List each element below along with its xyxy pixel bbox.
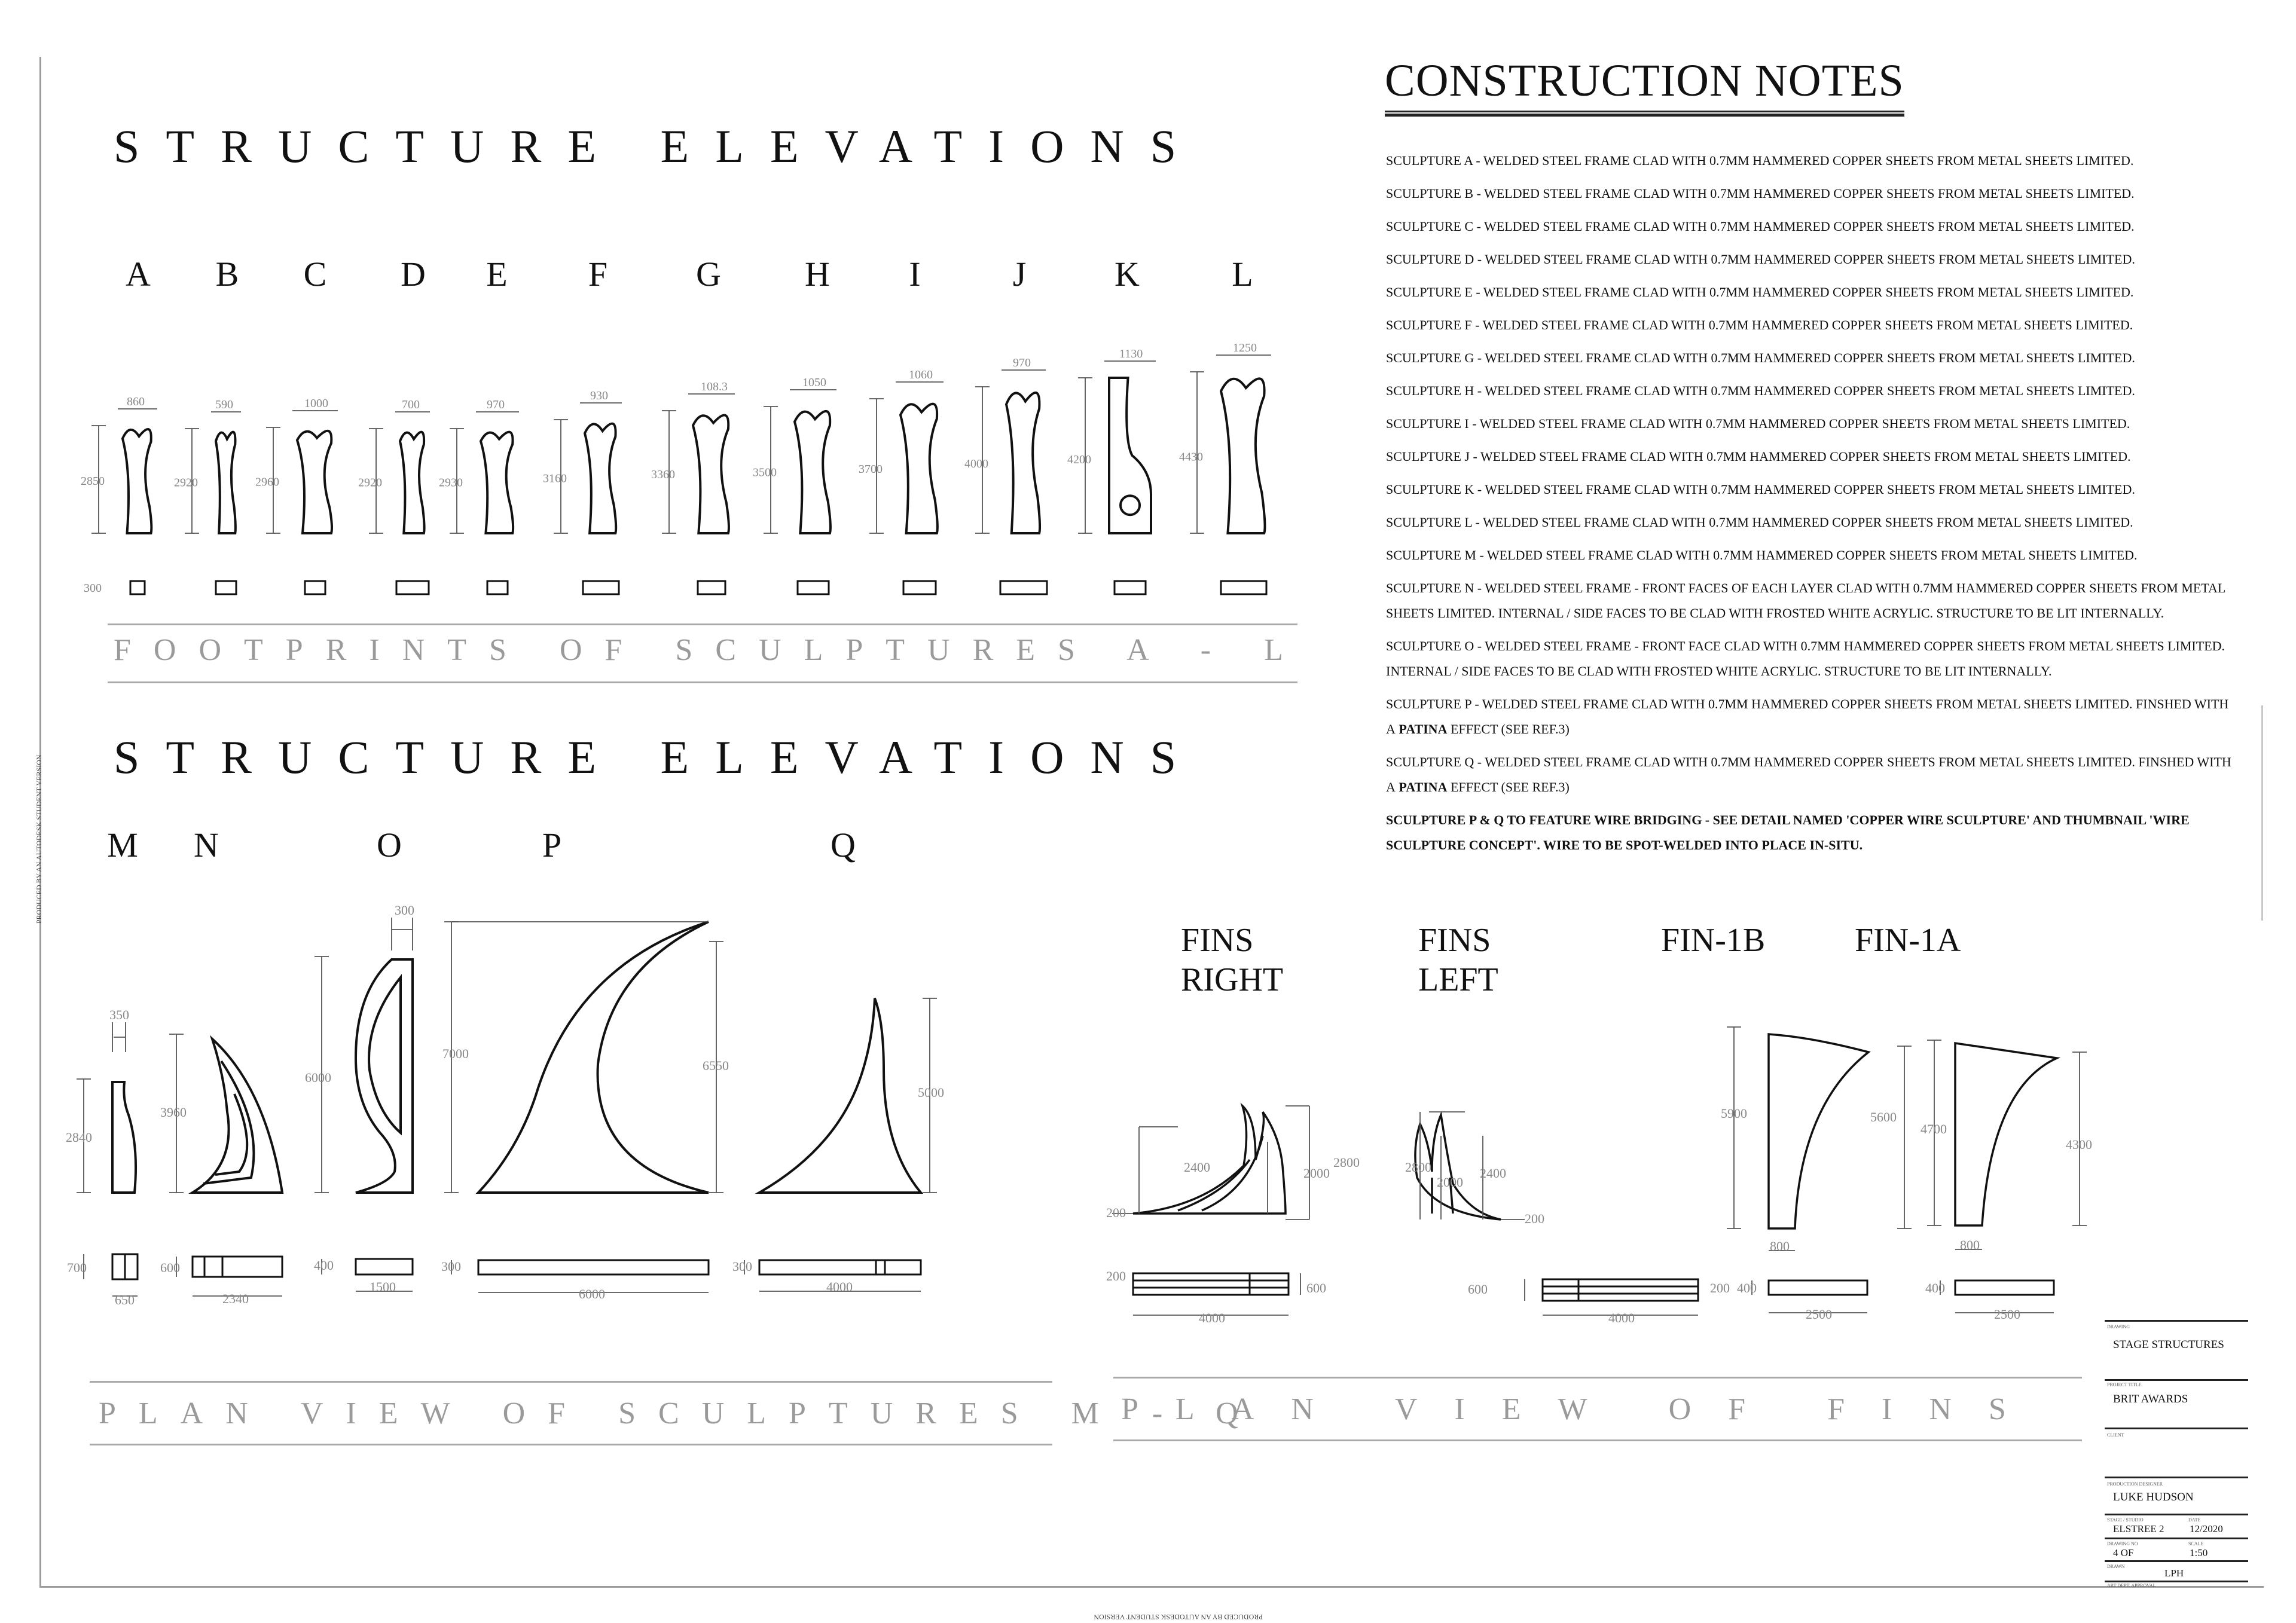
note-e: SCULPTURE E - WELDED STEEL FRAME CLAD WITH 0.7MM HAMMERED COPPER SHEETS FROM METAL SHEETS LIMITED.	[1386, 285, 2134, 299]
structure-elevations-title-mid: STRUCTURE ELEVATIONS	[114, 731, 1203, 783]
note-q	[1386, 750, 2235, 800]
title-block-drawing-no-cell	[2105, 1540, 2248, 1562]
note-o: SCULPTURE O - WELDED STEEL FRAME - FRONT FACE CLAD WITH 0.7MM HAMMERED COPPER SHEETS FROM METAL SHEETS LIMITED. INTERNAL / SIDE FACES TO BE CLAD WITH FROSTED WHITE ACRYLIC. STRUCTURE TO BE LIT INTERNALLY.	[1386, 638, 2225, 678]
note-f: SCULPTURE F - WELDED STEEL FRAME CLAD WITH 0.7MM HAMMERED COPPER SHEETS FROM METAL SHEETS LIMITED.	[1386, 317, 2133, 332]
dim-width-e: 970	[487, 398, 505, 411]
sculpture-q-outline	[759, 998, 921, 1193]
student-watermark-left: PRODUCED BY AN AUTODESK STUDENT VERSION	[35, 754, 43, 924]
sculpture-k-outline	[1109, 378, 1151, 533]
plan-fin-1a-dim-1: 2500	[1994, 1307, 2020, 1322]
dim-height-a: 2850	[81, 475, 105, 488]
sculpture-m-outline	[112, 1082, 136, 1193]
footprint-f	[583, 581, 619, 594]
dim-height-j: 4000	[964, 457, 988, 470]
construction-notes-list	[1386, 148, 2235, 866]
dim-width-a: 860	[127, 395, 145, 408]
drawing-frame-bottom	[39, 1586, 2264, 1588]
fin-1b-dim-2: 800	[1770, 1239, 1790, 1254]
sculpture-c-outline	[297, 431, 332, 533]
sculpture-h-outline	[795, 411, 831, 533]
fins-left-label-line2: LEFT	[1418, 961, 1498, 998]
sculpture-b-outline	[216, 432, 236, 533]
sculpture-n-outline	[193, 1039, 282, 1193]
plan-o-width: 1500	[370, 1279, 396, 1294]
tb-drawing-no-label: DRAWING NO	[2107, 1541, 2138, 1546]
construction-notes-title: CONSTRUCTION NOTES	[1385, 55, 1904, 117]
dim-o-width: 300	[395, 903, 414, 918]
fins-left-dim-3: 200	[1525, 1211, 1544, 1226]
dim-n-height: 3960	[160, 1105, 187, 1120]
tb-stage: ELSTREE 2	[2113, 1523, 2164, 1535]
footprint-b	[216, 581, 236, 594]
dim-width-f: 930	[590, 389, 608, 402]
plan-fins-left-dim-0: 600	[1468, 1282, 1488, 1297]
dim-p-height: 7000	[442, 1046, 469, 1061]
title-block-client-cell	[2105, 1430, 2248, 1478]
sculpture-a-outline	[123, 429, 151, 533]
dim-width-k: 1130	[1119, 347, 1143, 360]
dim-m-width: 350	[109, 1007, 129, 1022]
plan-fins-right-dim-1: 600	[1306, 1280, 1326, 1295]
footprint-a	[130, 581, 145, 594]
dim-height-e: 2930	[439, 476, 463, 490]
footprints-banner-rule-bottom	[108, 681, 1297, 683]
dim-width-j: 970	[1013, 356, 1031, 369]
plan-view-fins-banner: PLAN VIEW OF FINS	[1121, 1392, 2043, 1426]
dim-height-h: 3500	[753, 466, 777, 479]
fins-right-label-line1: FINS	[1181, 922, 1254, 959]
plan-p-width: 6000	[579, 1286, 605, 1301]
sculpture-letter-m: M	[107, 826, 138, 864]
fins-right-dim-3: 2800	[1333, 1155, 1360, 1170]
sculpture-p-outline	[478, 922, 709, 1193]
dim-height-i: 3700	[859, 462, 883, 476]
plan-mq-rule-bottom	[90, 1444, 1052, 1445]
tb-stage-label: STAGE / STUDIO	[2107, 1517, 2144, 1523]
plan-m-width: 650	[115, 1292, 135, 1307]
sculpture-l-outline	[1221, 378, 1265, 533]
tb-date-label: DATE	[2188, 1517, 2201, 1523]
sculpture-letter-d: D	[401, 255, 426, 294]
sculpture-letter-g: G	[696, 255, 721, 294]
plan-n-depth: 600	[160, 1260, 180, 1275]
plan-mq-rule-top	[90, 1381, 1052, 1383]
sculpture-d-outline	[400, 432, 425, 533]
tb-drawing-no: 4 OF	[2113, 1547, 2134, 1558]
fin-1a-dim-1: 4300	[2066, 1137, 2092, 1152]
title-block-designer-cell	[2105, 1479, 2248, 1515]
fin-1a-dim-2: 800	[1960, 1237, 1980, 1252]
fin-1a-label: FIN-1A	[1855, 922, 1961, 959]
note-h: SCULPTURE H - WELDED STEEL FRAME CLAD WITH 0.7MM HAMMERED COPPER SHEETS FROM METAL SHEETS LIMITED.	[1386, 383, 2135, 398]
footprint-g	[698, 581, 725, 594]
fins-right-dim-2: 2000	[1303, 1166, 1330, 1181]
dim-height-l: 4430	[1179, 450, 1203, 464]
dim-height-k: 4200	[1067, 453, 1091, 466]
sculpture-letter-k: K	[1115, 255, 1140, 294]
plan-fins-right-dim-0: 200	[1106, 1269, 1126, 1283]
fins-left-dim-1: 2000	[1437, 1175, 1463, 1190]
dim-height-c: 2960	[255, 475, 279, 489]
sculpture-k-emblem	[1120, 496, 1140, 515]
plan-view-mq-banner: PLAN VIEW OF SCULPTURES M - Q	[99, 1396, 1261, 1431]
sculpture-letter-q: Q	[831, 826, 856, 864]
note-p-patina: PATINA	[1399, 722, 1448, 736]
note-k: SCULPTURE K - WELDED STEEL FRAME CLAD WITH 0.7MM HAMMERED COPPER SHEETS FROM METAL SHEETS LIMITED.	[1386, 482, 2135, 497]
sculpture-f-outline	[585, 424, 616, 533]
plan-fin-1a-dim-0: 400	[1925, 1280, 1945, 1295]
note-q-text: SCULPTURE Q - WELDED STEEL FRAME CLAD WITH 0.7MM HAMMERED COPPER SHEETS FROM METAL SHEETS LIMITED. FINSHED WITH A	[1386, 754, 2231, 794]
plan-fins-left-dim-1: 200	[1710, 1280, 1730, 1295]
fins-right-dim-0: 200	[1106, 1205, 1126, 1220]
fin-1a-dim-0: 4700	[1921, 1121, 1947, 1136]
fins-right-label-line2: RIGHT	[1181, 961, 1284, 998]
title-block-drawing-cell	[2105, 1320, 2248, 1381]
tb-scale: 1:50	[2190, 1547, 2208, 1558]
sculpture-letter-a: A	[126, 255, 151, 294]
sculpture-j-outline	[1006, 393, 1040, 533]
dim-o-height: 6000	[305, 1070, 331, 1085]
dim-m-height: 2840	[66, 1130, 92, 1145]
dim-width-i: 1060	[909, 368, 933, 381]
note-l: SCULPTURE L - WELDED STEEL FRAME CLAD WITH 0.7MM HAMMERED COPPER SHEETS FROM METAL SHEETS LIMITED.	[1386, 515, 2133, 530]
plan-m-depth: 700	[67, 1260, 87, 1275]
tb-designer: LUKE HUDSON	[2113, 1491, 2194, 1503]
plan-fins-rule-bottom	[1113, 1439, 2082, 1441]
note-j: SCULPTURE J - WELDED STEEL FRAME CLAD WITH 0.7MM HAMMERED COPPER SHEETS FROM METAL SHEETS LIMITED.	[1386, 449, 2131, 464]
note-a: SCULPTURE A - WELDED STEEL FRAME CLAD WITH 0.7MM HAMMERED COPPER SHEETS FROM METAL SHEETS LIMITED.	[1386, 153, 2134, 168]
sculpture-letter-l: L	[1232, 255, 1253, 294]
dim-p-right: 6550	[703, 1058, 729, 1073]
fins-right-dim-1: 2400	[1184, 1160, 1210, 1175]
plan-fins-left-dim-2: 4000	[1608, 1310, 1635, 1325]
sculpture-e-outline	[481, 432, 513, 533]
footprint-l	[1221, 581, 1266, 594]
note-b: SCULPTURE B - WELDED STEEL FRAME CLAD WITH 0.7MM HAMMERED COPPER SHEETS FROM METAL SHEETS LIMITED.	[1386, 186, 2135, 201]
note-n: SCULPTURE N - WELDED STEEL FRAME - FRONT FACES OF EACH LAYER CLAD WITH 0.7MM HAMMERED COPPER SHEETS FROM METAL SHEETS LIMITED. INTERNAL / SIDE FACES TO BE CLAD WITH FROSTED WHITE ACRYLIC. STRUCTURE TO BE LIT INTERNALLY.	[1386, 580, 2225, 621]
footprint-h	[798, 581, 829, 594]
tb-designer-label: PRODUCTION DESIGNER	[2107, 1481, 2163, 1487]
structure-elevations-title-top: STRUCTURE ELEVATIONS	[114, 120, 1203, 172]
dim-width-b: 590	[215, 398, 233, 411]
dim-width-d: 700	[402, 398, 420, 411]
footprint-j	[1000, 581, 1047, 594]
plan-q-width: 4000	[826, 1279, 853, 1294]
tb-project: BRIT AWARDS	[2113, 1393, 2188, 1405]
drawing-frame-right	[2261, 705, 2263, 921]
plan-p-depth: 300	[441, 1259, 461, 1274]
note-d: SCULPTURE D - WELDED STEEL FRAME CLAD WITH 0.7MM HAMMERED COPPER SHEETS FROM METAL SHEETS LIMITED.	[1386, 252, 2135, 267]
fins-left-dim-0: 2800	[1405, 1160, 1431, 1175]
sculpture-letter-p: P	[542, 826, 562, 864]
fin-1a-outline	[1955, 1043, 2057, 1225]
sculpture-letter-f: F	[588, 255, 608, 294]
dim-width-c: 1000	[304, 397, 328, 410]
elevations-a-l-drawing	[0, 323, 1345, 610]
fins-left-label-line1: FINS	[1418, 922, 1491, 959]
dim-q-height: 5000	[918, 1085, 944, 1100]
plan-view-m-q-drawing	[0, 1231, 1076, 1327]
dim-height-g: 3360	[651, 467, 675, 481]
tb-approval-label: ART DEPT. APPROVAL	[2107, 1583, 2156, 1588]
student-watermark-bottom: PRODUCED BY AN AUTODESK STUDENT VERSION	[1094, 1613, 1263, 1621]
note-c: SCULPTURE C - WELDED STEEL FRAME CLAD WITH 0.7MM HAMMERED COPPER SHEETS FROM METAL SHEETS LIMITED.	[1386, 219, 2135, 234]
letters-row-top	[0, 254, 1345, 302]
fin-1b-outline	[1769, 1034, 1868, 1228]
note-m: SCULPTURE M - WELDED STEEL FRAME CLAD WITH 0.7MM HAMMERED COPPER SHEETS FROM METAL SHEETS LIMITED.	[1386, 548, 2138, 563]
note-p-effect: EFFECT (SEE REF.3)	[1450, 722, 1570, 736]
plan-fins-rule-top	[1113, 1377, 2082, 1379]
fin-1b-dim-1: 5600	[1870, 1109, 1897, 1124]
dim-width-h: 1050	[802, 376, 826, 389]
title-block-stage-cell	[2105, 1516, 2248, 1539]
dim-height-b: 2920	[174, 476, 198, 490]
sculpture-letter-c: C	[303, 255, 327, 294]
sculpture-letter-h: H	[805, 255, 830, 294]
plan-view-fins-drawing	[1106, 1255, 2111, 1339]
plan-fin-1b-dim-0: 400	[1737, 1280, 1757, 1295]
tb-drawn: LPH	[2164, 1567, 2184, 1579]
note-q-patina: PATINA	[1399, 780, 1448, 794]
sculpture-i-outline	[900, 404, 938, 533]
sculpture-letter-n: N	[194, 826, 219, 864]
note-g: SCULPTURE G - WELDED STEEL FRAME CLAD WITH 0.7MM HAMMERED COPPER SHEETS FROM METAL SHEETS LIMITED.	[1386, 350, 2135, 365]
tb-project-label: PROJECT TITLE	[2107, 1382, 2142, 1387]
note-pq-wire-bridging: SCULPTURE P & Q TO FEATURE WIRE BRIDGING - SEE DETAIL NAMED 'COPPER WIRE SCULPTURE' AND THUMBNAIL 'WIRE SCULPTURE CONCEPT'. WIRE TO BE SPOT-WELDED INTO PLACE IN-SITU.	[1386, 812, 2190, 852]
footprint-e	[487, 581, 508, 594]
dim-footprint-depth: 300	[84, 582, 102, 595]
note-i: SCULPTURE I - WELDED STEEL FRAME CLAD WITH 0.7MM HAMMERED COPPER SHEETS FROM METAL SHEETS LIMITED.	[1386, 416, 2130, 431]
note-p-text: SCULPTURE P - WELDED STEEL FRAME CLAD WITH 0.7MM HAMMERED COPPER SHEETS FROM METAL SHEETS LIMITED. FINSHED WITH A	[1386, 696, 2229, 736]
sculpture-letter-e: E	[486, 255, 508, 294]
footprint-i	[903, 581, 936, 594]
dim-height-d: 2920	[358, 476, 382, 490]
title-block-project-cell	[2105, 1380, 2248, 1429]
sculpture-letter-o: O	[377, 826, 402, 864]
tb-client-label: CLIENT	[2107, 1432, 2124, 1438]
sculpture-g-outline	[693, 415, 729, 533]
sculpture-letter-b: B	[215, 255, 239, 294]
title-block-drawn-cell	[2105, 1563, 2248, 1582]
sculpture-letter-j: J	[1012, 255, 1027, 294]
footprint-c	[305, 581, 325, 594]
note-q-effect: EFFECT (SEE REF.3)	[1450, 780, 1570, 794]
fin-1b-label: FIN-1B	[1661, 922, 1766, 959]
tb-drawing-label: DRAWING	[2107, 1324, 2130, 1329]
dim-width-l: 1250	[1233, 341, 1257, 354]
tb-drawing: STAGE STRUCTURES	[2113, 1338, 2224, 1351]
fin-1b-dim-0: 5900	[1721, 1106, 1747, 1121]
footprint-k	[1115, 581, 1146, 594]
letters-row-mid	[0, 825, 957, 873]
plan-o-depth: 400	[314, 1258, 334, 1273]
plan-q-depth: 300	[732, 1259, 752, 1274]
sculpture-letter-i: I	[909, 255, 921, 294]
footprint-d	[396, 581, 429, 594]
plan-fins-right-dim-2: 4000	[1199, 1310, 1225, 1325]
tb-scale-label: SCALE	[2188, 1541, 2204, 1546]
tb-drawn-label: DRAWN	[2107, 1564, 2125, 1569]
fins-left-dim-2: 2400	[1480, 1166, 1506, 1181]
plan-n-width: 2340	[222, 1291, 249, 1306]
footprints-banner-rule-top	[108, 623, 1297, 625]
plan-fin-1b-dim-1: 2500	[1806, 1307, 1832, 1322]
note-p	[1386, 692, 2235, 742]
footprints-banner: FOOTPRINTS OF SCULPTURES A - L	[114, 633, 1306, 667]
dim-height-f: 3160	[543, 472, 567, 485]
sculpture-o-outline	[356, 959, 413, 1193]
tb-date: 12/2020	[2190, 1523, 2223, 1535]
dim-width-g: 108.3	[701, 380, 728, 393]
title-block	[2105, 1320, 2248, 1589]
